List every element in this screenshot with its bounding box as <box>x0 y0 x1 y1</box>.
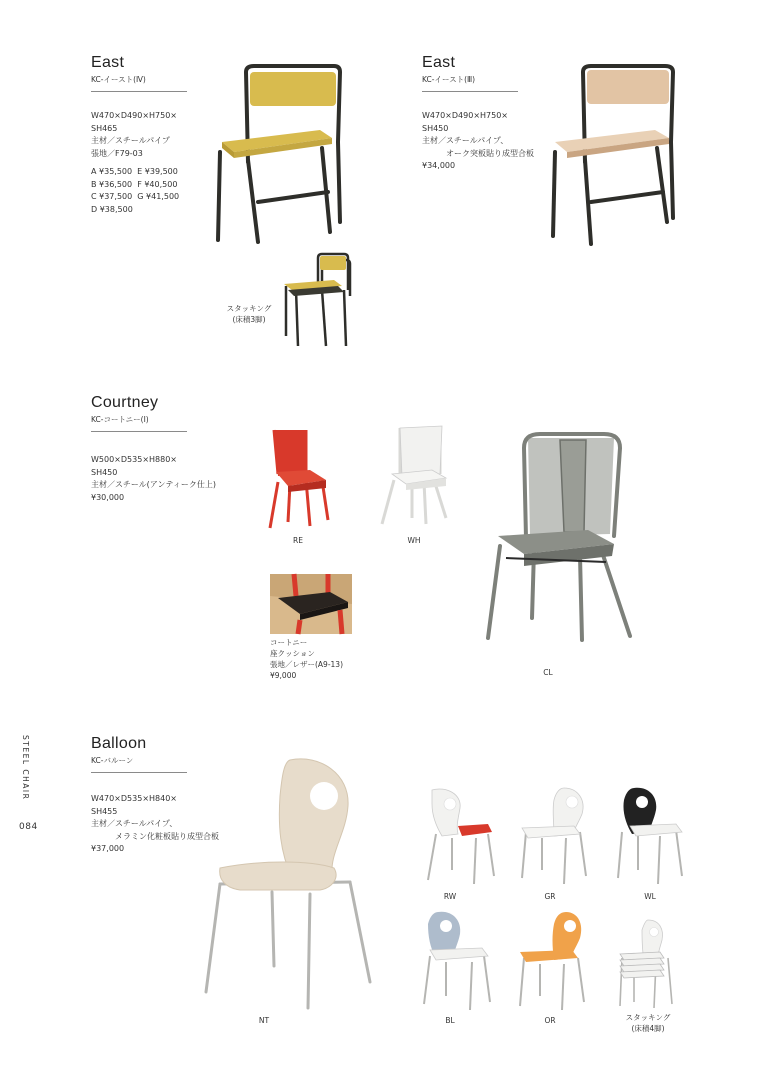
cushion-price: ¥9,000 <box>270 671 297 680</box>
spec-line: メラミン化粧板貼り成型合板 <box>91 831 219 841</box>
price: ¥30,000 <box>91 492 125 502</box>
courtney-text-block <box>91 394 216 504</box>
color-label-or: OR <box>544 1016 556 1025</box>
spec-line: 主材／スチールパイプ <box>91 136 170 145</box>
model-number: KC-コートニー(I) <box>91 415 149 424</box>
balloon-or-chair-image <box>516 910 592 1012</box>
courtney-cl-chair-image <box>484 428 634 642</box>
balloon-gr-chair-image <box>518 786 594 886</box>
model-number: KC-イースト(Ⅲ) <box>422 75 476 84</box>
divider <box>91 772 187 773</box>
spec-line: オーク突板貼り成型合板 <box>422 148 534 158</box>
product-title: Courtney <box>91 394 159 411</box>
spec-line: 張地／F79-03 <box>91 148 143 158</box>
price-line: B ¥36,500 F ¥40,500 <box>91 179 178 189</box>
spec-list <box>91 110 187 160</box>
spec-line: W470×D490×H750× <box>91 111 178 120</box>
price: ¥37,000 <box>91 844 125 853</box>
product-title: Balloon <box>91 735 147 752</box>
courtney-re-chair-image <box>266 426 336 530</box>
divider <box>91 91 187 92</box>
price-list <box>91 166 187 216</box>
model-number: KC-イースト(Ⅳ) <box>91 75 146 84</box>
cushion-info <box>270 637 343 681</box>
east-iv-text-block <box>91 54 187 216</box>
color-label-nt: NT <box>258 1016 270 1025</box>
balloon-bl-chair-image <box>420 910 496 1012</box>
price-line: C ¥37,500 G ¥41,500 <box>91 192 180 201</box>
spec-line: SH465 <box>91 123 118 133</box>
spec-line: 主材／スチールパイプ、 <box>422 136 509 145</box>
balloon-rw-chair-image <box>422 786 498 886</box>
color-label-cl: CL <box>543 668 553 677</box>
color-label-gr: GR <box>544 892 556 901</box>
spec-list <box>422 110 534 173</box>
product-title: East <box>91 54 125 71</box>
color-label-wh: WH <box>407 536 421 545</box>
price-line: A ¥35,500 E ¥39,500 <box>91 167 178 176</box>
spec-line: W500×D535×H880× <box>91 455 178 464</box>
east-iv-chair-image <box>210 62 350 252</box>
price-line: D ¥38,500 <box>91 204 133 214</box>
stacking-caption: スタッキング (床積4脚) <box>625 1013 671 1033</box>
east-iii-chair-image <box>545 62 685 252</box>
side-section-label: STEEL CHAIR <box>21 735 30 801</box>
spec-line: W470×D490×H750× <box>422 111 509 120</box>
balloon-stacking-image <box>618 918 674 1010</box>
cushion-name: コートニー <box>270 638 308 647</box>
price: ¥34,000 <box>422 161 456 170</box>
east-iv-stacking-image <box>282 250 354 350</box>
spec-list <box>91 454 216 504</box>
courtney-wh-chair-image <box>378 424 450 528</box>
cushion-type: 座クッション <box>270 649 315 658</box>
page-number: 084 <box>19 822 38 832</box>
balloon-wl-chair-image <box>614 786 690 886</box>
courtney-cushion-image <box>270 574 352 634</box>
color-label-bl: BL <box>445 1016 455 1025</box>
stacking-caption: スタッキング (床積3脚) <box>226 304 272 324</box>
spec-line: W470×D535×H840× <box>91 794 178 803</box>
cushion-upholstery: 張地／レザー(A9-13) <box>270 660 344 669</box>
divider <box>91 431 187 432</box>
color-label-re: RE <box>293 536 303 545</box>
color-label-wl: WL <box>644 892 656 901</box>
divider <box>422 91 518 92</box>
east-iii-text-block <box>422 54 534 173</box>
spec-line: SH455 <box>91 806 118 816</box>
spec-line: 主材／スチール(アンティーク仕上) <box>91 480 216 489</box>
balloon-nt-chair-image <box>200 756 376 1012</box>
product-title: East <box>422 54 456 71</box>
spec-line: SH450 <box>422 123 449 133</box>
model-number: KC-バルーン <box>91 756 134 765</box>
color-label-rw: RW <box>443 892 457 901</box>
spec-line: SH450 <box>91 467 118 477</box>
spec-line: 主材／スチールパイプ、 <box>91 819 178 828</box>
